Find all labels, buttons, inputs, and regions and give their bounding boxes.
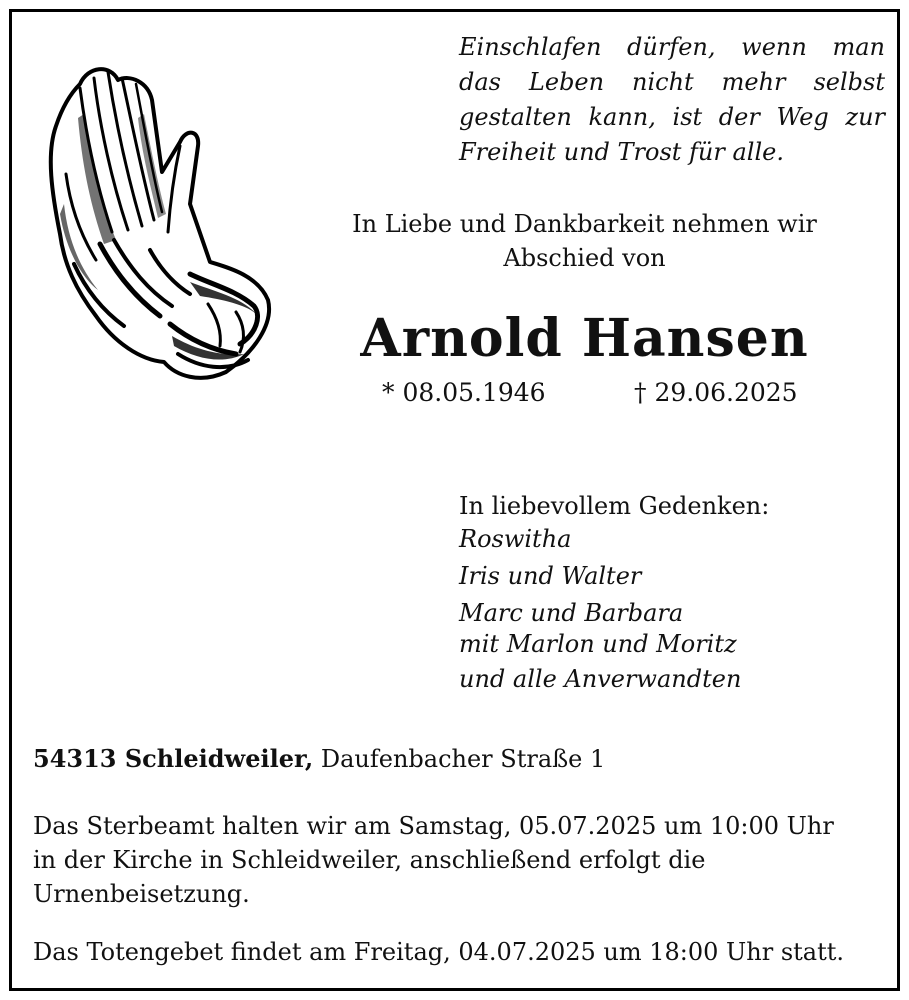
service-line: Das Sterbeamt halten wir am Samstag, 05.07.2025 um 10:00 Uhr <box>33 812 834 840</box>
mourner-name: Iris und Walter <box>459 562 642 590</box>
mourners-heading: In liebevollem Gedenken: <box>459 492 770 520</box>
mourner-name: und alle Anverwandten <box>459 665 742 693</box>
mourner-name: Roswitha <box>459 525 572 553</box>
address-city: 54313 Schleidweiler, <box>33 744 314 773</box>
mourner-name: mit Marlon und Moritz <box>459 630 737 658</box>
quote-line: Freiheit und Trost für alle. <box>459 138 784 166</box>
quote-line: das Leben nicht mehr selbst <box>459 68 885 96</box>
obituary-frame <box>9 9 900 991</box>
mourners-list <box>459 521 741 698</box>
quote-line: Einschlafen dürfen, wenn man <box>459 33 885 61</box>
deceased-name: Arnold Hansen <box>360 308 809 369</box>
service-line: in der Kirche in Schleidweiler, anschließend erfolgt die <box>33 846 706 874</box>
praying-hands-icon <box>40 54 272 384</box>
service-info <box>33 809 883 911</box>
address-street: Daufenbacher Straße 1 <box>320 745 606 773</box>
address <box>33 744 605 773</box>
prayer-info: Das Totengebet findet am Freitag, 04.07.2025 um 18:00 Uhr statt. <box>33 938 845 966</box>
birth-date: * 08.05.1946 <box>382 378 546 407</box>
mourner-name: Marc und Barbara <box>459 599 684 627</box>
intro-text <box>312 207 857 275</box>
intro-line: In Liebe und Dankbarkeit nehmen wir <box>352 210 817 238</box>
quote <box>459 30 885 170</box>
death-date: † 29.06.2025 <box>634 378 798 407</box>
quote-line: gestalten kann, ist der Weg zur <box>459 103 885 131</box>
service-line: Urnenbeisetzung. <box>33 880 250 908</box>
intro-line: Abschied von <box>503 244 666 272</box>
